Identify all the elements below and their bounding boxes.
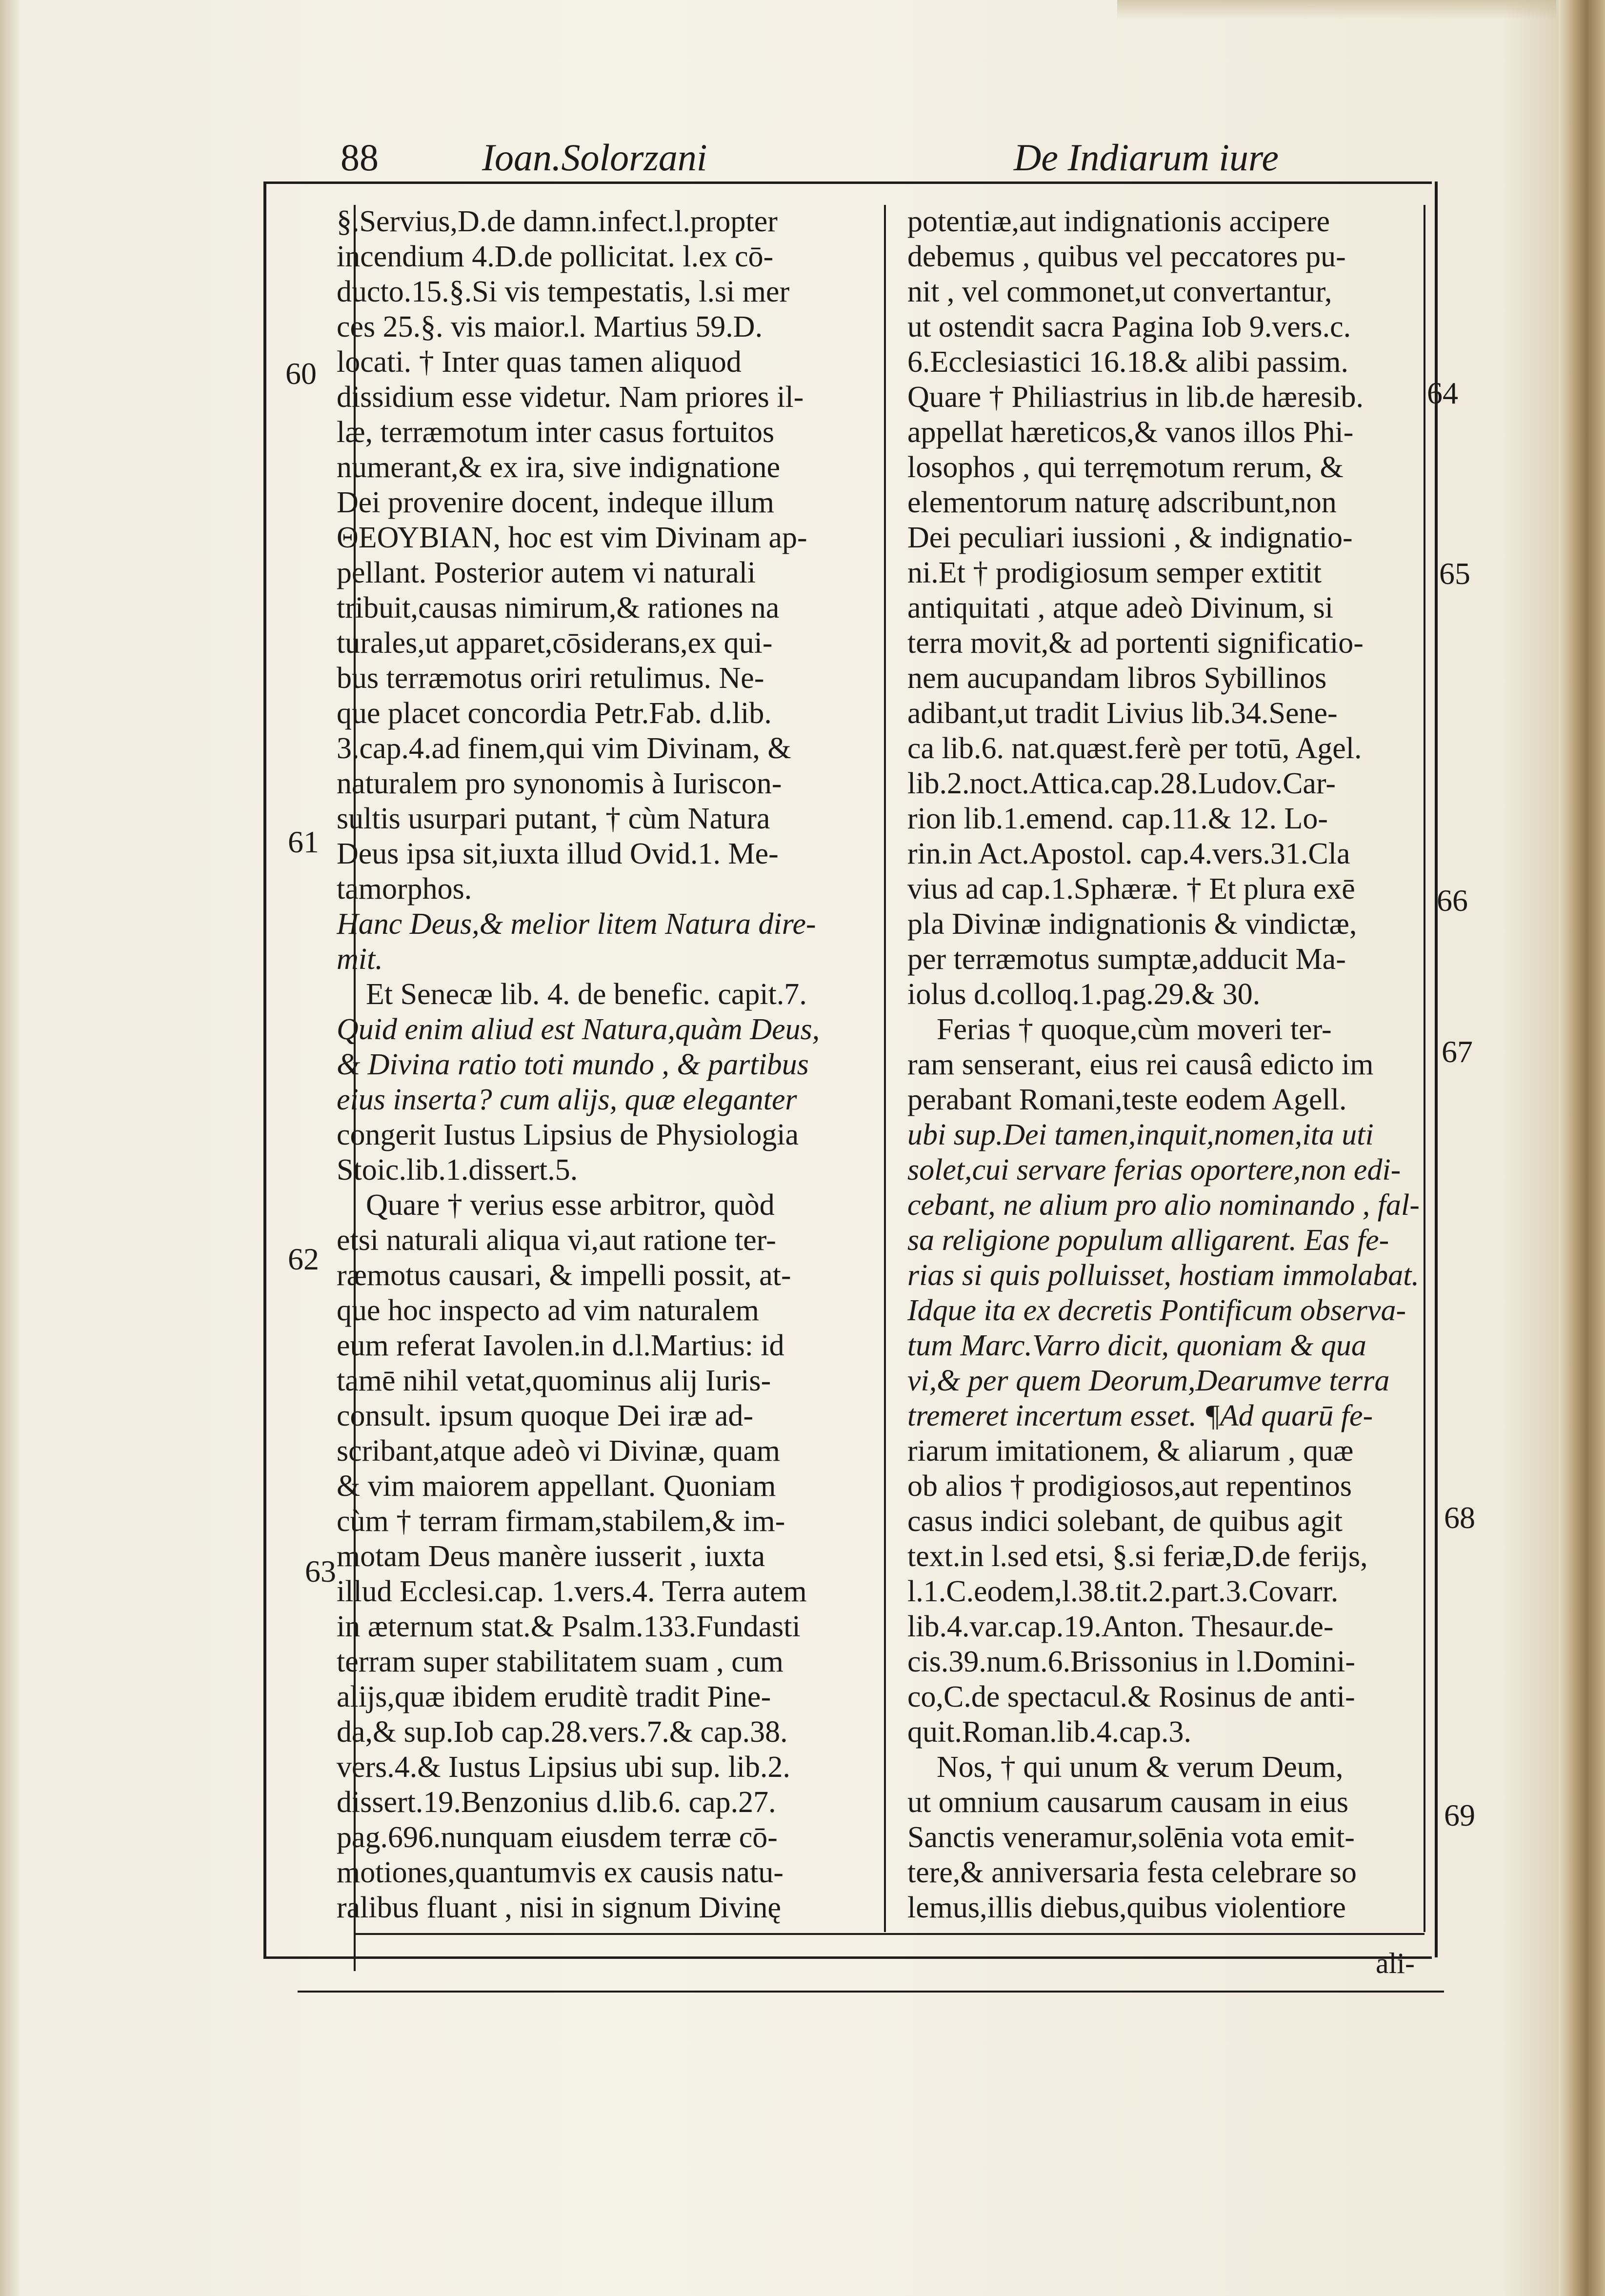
text-line: motiones,quantumvis ex causis natu-	[337, 1856, 784, 1889]
text-line: dissert.19.Benzonius d.lib.6. cap.27.	[337, 1786, 776, 1819]
right-text-column	[907, 204, 1420, 1925]
text-line: illud Ecclesi.cap. 1.vers.4. Terra autem	[337, 1575, 807, 1608]
margin-number: 66	[1437, 883, 1468, 918]
text-line: riarum imitationem, & aliarum , quæ	[907, 1434, 1354, 1468]
text-line: text.in l.sed etsi, §.si feriæ,D.de ferijs,	[907, 1540, 1368, 1573]
text-line: que hoc inspecto ad vim naturalem	[337, 1294, 760, 1327]
column-divider	[884, 205, 886, 1932]
text-line: tamē nihil vetat,quominus alij Iuris-	[337, 1364, 771, 1397]
page-stain	[1117, 0, 1556, 20]
text-line: rias si quis polluisset, hostiam immolabat.	[907, 1259, 1419, 1292]
text-line: in æternum stat.& Psalm.133.Fundasti	[337, 1610, 801, 1643]
margin-number: 67	[1442, 1034, 1473, 1069]
margin-number: 60	[285, 356, 317, 391]
text-line: scribant,atque adeò vi Divinæ, quam	[337, 1434, 781, 1468]
text-line: elementorum naturę adscribunt,non	[907, 486, 1337, 519]
text-line: Nos, † qui unum & verum Deum,	[937, 1751, 1344, 1784]
text-line: ubi sup.Dei tamen,inquit,nomen,ita uti	[907, 1118, 1374, 1151]
running-header	[267, 131, 1424, 184]
text-line: solet,cui servare ferias oportere,non edi-	[907, 1153, 1401, 1187]
text-line: ob alios † prodigiosos,aut repentinos	[907, 1470, 1352, 1503]
text-line: cis.39.num.6.Brissonius in l.Domini-	[907, 1645, 1355, 1678]
text-line: naturalem pro synonomis à Iuriscon-	[337, 767, 782, 800]
text-line: dissidium esse videtur. Nam priores il-	[337, 381, 804, 414]
text-line: pag.696.nunquam eiusdem terræ cō-	[337, 1821, 778, 1854]
text-line: eius inserta? cum alijs, quæ eleganter	[337, 1083, 797, 1116]
book-binding	[1559, 0, 1605, 2296]
text-line: eum referat Iavolen.in d.l.Martius: id	[337, 1329, 784, 1362]
text-line: nit , vel commonet,ut convertantur,	[907, 275, 1332, 308]
text-line: cebant, ne alium pro alio nominando , fal-	[907, 1188, 1420, 1222]
text-line: ram senserant, eius rei causâ edicto im	[907, 1048, 1374, 1081]
text-line: appellat hæreticos,& vanos illos Phi-	[907, 416, 1354, 449]
text-line: losophos , qui terręmotum rerum, &	[907, 451, 1344, 484]
text-line: mit.	[337, 943, 383, 976]
text-line: motam Deus manère iusserit , iuxta	[337, 1540, 765, 1573]
text-line: ræmotus causari, & impelli possit, at-	[337, 1259, 791, 1292]
column-bottom-rule	[354, 1933, 1424, 1935]
text-line: lib.2.noct.Attica.cap.28.Ludov.Car-	[907, 767, 1336, 800]
text-line: Dei provenire docent, indeque illum	[337, 486, 775, 519]
bottom-rule	[298, 1991, 1444, 1993]
text-line: per terræmotus sumptæ,adducit Ma-	[907, 943, 1346, 976]
margin-number: 62	[288, 1242, 319, 1276]
text-line: Deus ipsa sit,iuxta illud Ovid.1. Me-	[337, 837, 779, 870]
text-line: cùm † terram firmam,stabilem,& im-	[337, 1505, 785, 1538]
text-line: etsi naturali aliqua vi,aut ratione ter-	[337, 1224, 776, 1257]
margin-number: 65	[1439, 556, 1470, 591]
text-line: debemus , quibus vel peccatores pu-	[907, 240, 1346, 273]
text-line: locati. † Inter quas tamen aliquod	[337, 345, 742, 379]
text-line: Et Senecæ lib. 4. de benefic. capit.7.	[366, 978, 807, 1011]
text-line: potentiæ,aut indignationis accipere	[907, 205, 1330, 238]
text-line: ducto.15.§.Si vis tempestatis, l.si mer	[337, 275, 790, 308]
text-line: Quare † verius esse arbitror, quòd	[366, 1188, 775, 1222]
text-line: alijs,quæ ibidem eruditè tradit Pine-	[337, 1680, 771, 1713]
text-line: rion lib.1.emend. cap.11.& 12. Lo-	[907, 802, 1328, 835]
text-line: vi,& per quem Deorum,Dearumve terra	[907, 1364, 1390, 1397]
text-line: tremeret incertum esset. ¶Ad quarū fe-	[907, 1399, 1373, 1432]
text-line: quit.Roman.lib.4.cap.3.	[907, 1715, 1192, 1749]
text-line: & vim maiorem appellant. Quoniam	[337, 1470, 776, 1503]
text-line: Idque ita ex decretis Pontificum observa-	[907, 1294, 1406, 1327]
text-line: vers.4.& Iustus Lipsius ubi sup. lib.2.	[337, 1751, 791, 1784]
text-line: vius ad cap.1.Sphæræ. † Et plura exē	[907, 872, 1355, 906]
page-edge	[0, 0, 20, 2296]
text-line: antiquitati , atque adeò Divinum, si	[907, 591, 1333, 624]
text-line: Dei peculiari iussioni , & indignatio-	[907, 521, 1353, 554]
margin-number: 69	[1444, 1798, 1475, 1833]
text-line: ralibus fluant , nisi in signum Divinę	[337, 1891, 781, 1924]
text-line: ut ostendit sacra Pagina Iob 9.vers.c.	[907, 310, 1351, 343]
running-title-left: Ioan.Solorzani	[482, 136, 707, 179]
text-line: Quid enim aliud est Natura,quàm Deus,	[337, 1013, 820, 1046]
text-line: terram super stabilitatem suam , cum	[337, 1645, 783, 1678]
text-line: pellant. Posterior autem vi naturali	[337, 556, 756, 589]
text-line: Ferias † quoque,cùm moveri ter-	[937, 1013, 1332, 1046]
text-line: lib.4.var.cap.19.Anton. Thesaur.de-	[907, 1610, 1334, 1643]
text-line: congerit Iustus Lipsius de Physiologia	[337, 1118, 799, 1151]
text-line: lemus,illis diebus,quibus violentiore	[907, 1891, 1346, 1924]
inner-rule-right	[1424, 205, 1425, 1932]
margin-number: 68	[1444, 1500, 1475, 1535]
text-line: Quare † Philiastrius in lib.de hæresib.	[907, 381, 1364, 414]
text-line: & Divina ratio toti mundo , & partibus	[337, 1048, 809, 1081]
page-number: 88	[341, 136, 379, 179]
text-line: tribuit,causas nimirum,& rationes na	[337, 591, 780, 624]
text-line: ca lib.6. nat.quæst.ferè per totū, Agel.	[907, 732, 1362, 765]
text-line: da,& sup.Iob cap.28.vers.7.& cap.38.	[337, 1715, 788, 1749]
text-line: incendium 4.D.de pollicitat. l.ex cō-	[337, 240, 774, 273]
text-line: ni.Et † prodigiosum semper extitit	[907, 556, 1322, 589]
text-line: Stoic.lib.1.dissert.5.	[337, 1153, 578, 1187]
running-title-right: De Indiarum iure	[1014, 136, 1279, 179]
text-line: sa religione populum alligarent. Eas fe-	[907, 1224, 1389, 1257]
text-line: ut omnium causarum causam in eius	[907, 1786, 1348, 1819]
catchword: ali-	[1376, 1947, 1415, 1979]
margin-number: 64	[1427, 376, 1458, 410]
text-line: læ, terræmotum inter casus fortuitos	[337, 416, 775, 449]
text-line: Hanc Deus,& melior litem Natura dire-	[337, 907, 816, 941]
text-line: consult. ipsum quoque Dei iræ ad-	[337, 1399, 754, 1432]
margin-number: 63	[305, 1554, 336, 1589]
text-line: rin.in Act.Apostol. cap.4.vers.31.Cla	[907, 837, 1350, 870]
text-line: sultis usurpari putant, † cùm Natura	[337, 802, 770, 835]
text-line: casus indici solebant, de quibus agit	[907, 1505, 1343, 1538]
text-line: terra movit,& ad portenti significatio-	[907, 626, 1364, 660]
text-line: §.Servius,D.de damn.infect.l.propter	[337, 205, 778, 238]
frame-bottom-rule	[263, 1956, 1432, 1959]
text-line: turales,ut apparet,cōsiderans,ex qui-	[337, 626, 773, 660]
text-line: pla Divinæ indignationis & vindictæ,	[907, 907, 1357, 941]
text-line: numerant,& ex ira, sive indignatione	[337, 451, 781, 484]
text-line: bus terræmotus oriri retulimus. Ne-	[337, 662, 764, 695]
text-line: ces 25.§. vis maior.l. Martius 59.D.	[337, 310, 763, 343]
text-line: tamorphos.	[337, 872, 472, 906]
text-line: que placet concordia Petr.Fab. d.lib.	[337, 697, 772, 730]
text-line: l.1.C.eodem,l.38.tit.2.part.3.Covarr.	[907, 1575, 1339, 1608]
text-line: 3.cap.4.ad finem,qui vim Divinam, &	[337, 732, 791, 765]
margin-number: 61	[288, 825, 319, 859]
text-line: 6.Ecclesiastici 16.18.& alibi passim.	[907, 345, 1348, 379]
left-text-column	[337, 204, 878, 1925]
text-line: nem aucupandam libros Sybillinos	[907, 662, 1327, 695]
text-line: iolus d.colloq.1.pag.29.& 30.	[907, 978, 1261, 1011]
text-line: tum Marc.Varro dicit, quoniam & qua	[907, 1329, 1366, 1362]
text-line: co,C.de spectacul.& Rosinus de anti-	[907, 1680, 1355, 1713]
text-line: perabant Romani,teste eodem Agell.	[907, 1083, 1347, 1116]
text-line: Sanctis veneramur,solēnia vota emit-	[907, 1821, 1355, 1854]
text-line: tere,& anniversaria festa celebrare so	[907, 1856, 1357, 1889]
text-line: ΘΕΟΥΒΙΑΝ, hoc est vim Divinam ap-	[337, 521, 807, 554]
text-line: adibant,ut tradit Livius lib.34.Sene-	[907, 697, 1338, 730]
